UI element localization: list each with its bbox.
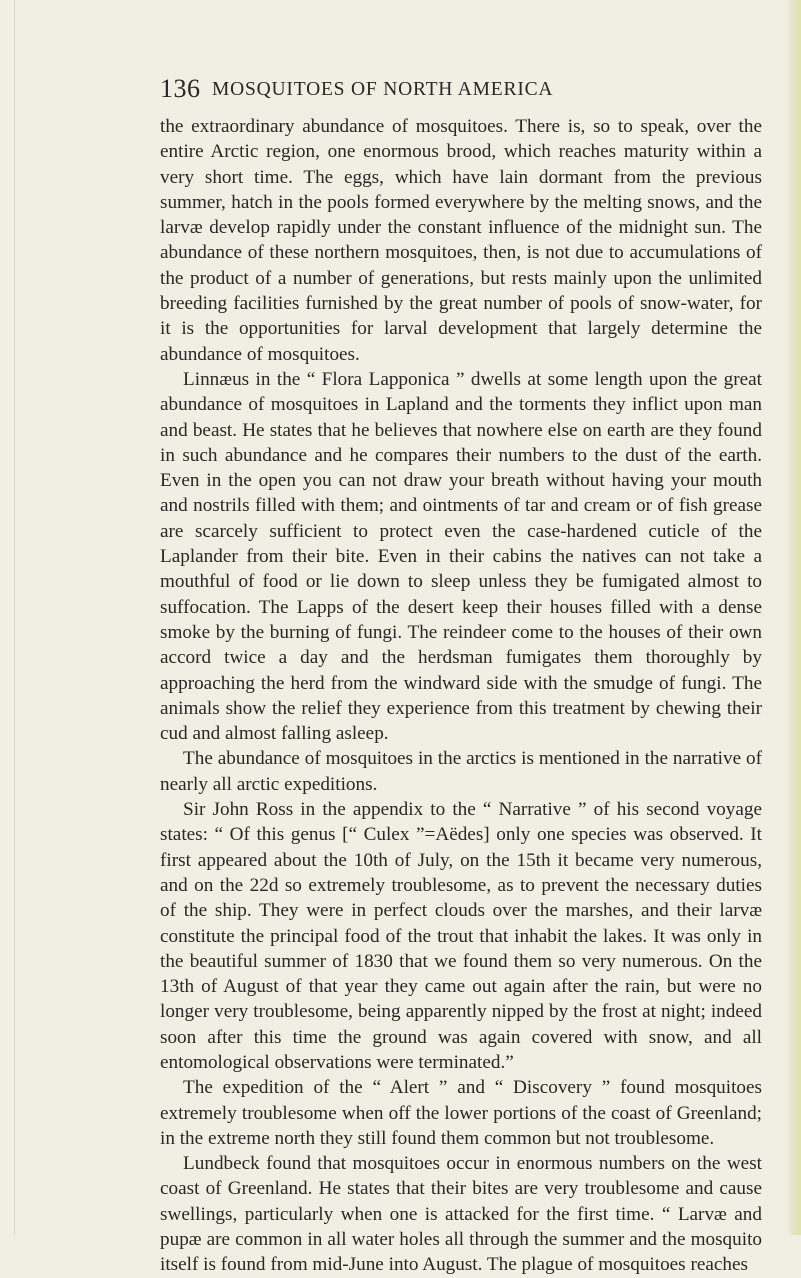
page-right-edge xyxy=(787,0,801,1235)
paragraph-2: Linnæus in the “ Flora Lapponica ” dwells at some length upon the great abundance of mosquitoes in Lapland and the torments they inflict upon man and beast. He states that he believes that nowhere else on earth are they found in such abundance and he compares their numbers to the dust of the earth. Even in the open you can not draw your breath without having your mouth and nostrils filled with them; and ointments of tar and cream or of fish grease are scarcely sufficient to protect even the case-hardened cuticle of the Laplander from their bite. Even in their cabins the natives can not take a mouthful of food or lie down to sleep unless they be fumigated almost to suffocation. The Lapps of the desert keep their houses filled with a dense smoke by the burning of fungi. The reindeer come to the houses of their own accord twice a day and the herdsman fumigates them thoroughly by approaching the herd from the windward side with the smudge of fungi. The animals show the relief they experience from this treatment by chewing their cud and almost falling asleep. xyxy=(160,368,762,745)
paragraph-3: The abundance of mosquitoes in the arctics is mentioned in the narrative of nearly all arctic expeditions. xyxy=(160,748,762,795)
body-text xyxy=(160,114,762,1278)
paragraph-5: The expedition of the “ Alert ” and “ Discovery ” found mosquitoes extremely troublesome when off the lower portions of the coast of Greenland; in the extreme north they still found them common but not troublesome. xyxy=(160,1077,762,1149)
paragraph-6: Lundbeck found that mosquitoes occur in enormous numbers on the west coast of Greenland. He states that their bites are very troublesome and cause swellings, particularly when one is attacked for the first time. “ Larvæ and pupæ are common in all water holes all through the summer and the mosquito itself is found from mid-June into August. The plague of mosquitoes reaches xyxy=(160,1153,762,1276)
page-header xyxy=(160,70,760,110)
paragraph-1: the extraordinary abundance of mosquitoes. There is, so to speak, over the entire Arctic region, one enormous brood, which reaches maturity within a very short time. The eggs, which have lain dormant from the previous summer, hatch in the pools formed everywhere by the melting snows, and the larvæ develop rapidly under the constant influence of the midnight sun. The abundance of these northern mosquitoes, then, is not due to accumulations of the product of a number of generations, but rests mainly upon the unlimited breeding facilities furnished by the great number of pools of snow-water, for it is the opportunities for larval development that largely determine the abundance of mosquitoes. xyxy=(160,116,762,365)
page-number: 136 xyxy=(160,74,201,103)
running-title: MOSQUITOES OF NORTH AMERICA xyxy=(212,79,554,100)
paragraph-4: Sir John Ross in the appendix to the “ Narrative ” of his second voyage states: “ Of this genus [“ Culex ”=Aëdes] only one species was observed. It first appeared about the 10th of July, on the 15th it became very numerous, and on the 22d so extremely troublesome, as to prevent the necessary duties of the ship. They were in perfect clouds over the marshes, and their larvæ constitute the principal food of the trout that inhabit the lakes. It was only in the beautiful summer of 1830 that we found them so very numerous. On the 13th of August of that year they came out again after the rain, but were no longer very troublesome, being apparently nipped by the frost at night; indeed soon after this time the ground was again covered with snow, and all entomological observations were terminated.” xyxy=(160,799,762,1073)
page-left-edge xyxy=(14,0,15,1235)
